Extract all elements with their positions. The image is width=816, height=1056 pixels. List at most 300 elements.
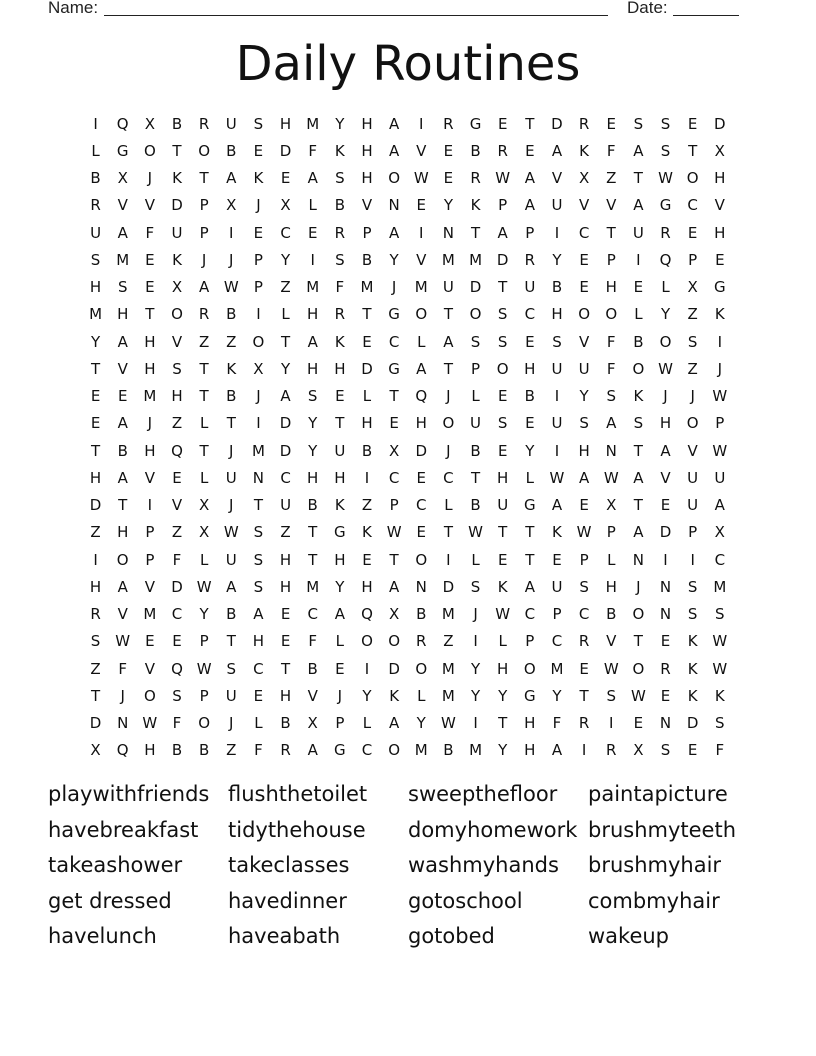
grid-letter: O (388, 169, 401, 188)
grid-letter: E (90, 387, 101, 406)
grid-letter: O (442, 414, 455, 433)
grid-letter: J (147, 169, 153, 188)
grid-letter: S (687, 605, 698, 624)
grid-letter: W (495, 605, 511, 624)
grid-letter: D (388, 659, 400, 678)
word-list-item: tidythehouse (228, 817, 366, 842)
grid-letter: L (362, 714, 372, 733)
grid-row (82, 137, 734, 164)
grid-letter: W (413, 169, 429, 188)
grid-letter: M (441, 686, 455, 705)
grid-letter: W (223, 278, 239, 297)
grid-letter: I (364, 659, 370, 678)
grid-letter: O (659, 332, 672, 351)
grid-letter: H (714, 169, 726, 188)
grid-letter: A (226, 169, 237, 188)
grid-letter: L (254, 714, 263, 733)
grid-letter: H (415, 414, 427, 433)
grid-letter: A (388, 577, 400, 596)
grid-letter: M (441, 605, 455, 624)
grid-letter: S (335, 169, 345, 188)
grid-letter: H (279, 686, 292, 705)
grid-letter: X (388, 605, 400, 624)
grid-letter: H (605, 577, 617, 596)
word-list-item: havebreakfast (48, 817, 199, 842)
grid-letter: V (361, 196, 373, 215)
grid-letter: R (416, 632, 427, 651)
grid-letter: Z (687, 305, 698, 324)
grid-letter: E (145, 250, 155, 269)
grid-letter: L (607, 550, 616, 569)
grid-letter: M (469, 741, 483, 760)
grid-letter: E (687, 114, 698, 133)
grid-letter: A (633, 523, 644, 542)
grid-letter: T (199, 441, 209, 460)
grid-letter: Y (308, 414, 318, 433)
grid-letter: K (172, 250, 182, 269)
grid-letter: M (251, 441, 265, 460)
grid-letter: Z (226, 741, 237, 760)
grid-letter: D (361, 359, 373, 378)
grid-letter: P (145, 550, 155, 569)
grid-row (82, 192, 734, 219)
grid-letter: G (334, 741, 346, 760)
grid-letter: R (578, 714, 590, 733)
grid-letter: V (144, 659, 155, 678)
grid-letter: E (660, 496, 671, 515)
grid-row (82, 219, 734, 246)
grid-letter: F (254, 741, 263, 760)
grid-letter: K (334, 496, 345, 515)
grid-letter: O (632, 359, 645, 378)
grid-letter: I (581, 741, 587, 760)
grid-letter: A (388, 714, 400, 733)
word-list-item: brushmyteeth (588, 817, 737, 842)
grid-letter: T (335, 414, 345, 433)
grid-letter: L (281, 305, 290, 324)
grid-letter: Y (552, 250, 562, 269)
grid-letter: B (171, 741, 183, 760)
grid-letter: S (253, 577, 264, 596)
grid-letter: Z (171, 523, 183, 542)
grid-letter: D (496, 250, 509, 269)
grid-letter: H (117, 523, 129, 542)
grid-letter: E (660, 632, 671, 651)
grid-letter: M (414, 741, 428, 760)
grid-letter: O (171, 305, 183, 324)
grid-letter: J (446, 387, 451, 406)
grid-row (82, 165, 734, 192)
grid-letter: T (633, 496, 643, 515)
grid-letter: J (663, 387, 668, 406)
word-list-item: playwithfriends (48, 782, 210, 806)
grid-letter: A (633, 468, 644, 487)
grid-letter: W (495, 169, 511, 188)
grid-letter: Z (90, 659, 101, 678)
grid-letter: V (551, 169, 563, 188)
grid-letter: T (525, 114, 535, 133)
worksheet-header (48, 0, 768, 20)
grid-letter: J (337, 686, 343, 705)
grid-letter: E (416, 196, 426, 215)
word-list-item: takeclasses (228, 853, 350, 877)
grid-letter: W (576, 523, 592, 542)
grid-letter: O (605, 305, 618, 324)
grid-letter: H (117, 305, 129, 324)
grid-letter: G (469, 114, 482, 133)
grid-letter: T (90, 686, 101, 705)
grid-letter: W (386, 523, 402, 542)
grid-letter: F (172, 714, 182, 733)
grid-letter: J (717, 359, 723, 378)
grid-letter: C (280, 468, 291, 487)
grid-letter: Z (198, 332, 210, 351)
grid-letter: R (660, 659, 671, 678)
grid-letter: B (470, 141, 481, 160)
grid-letter: N (415, 577, 427, 596)
grid-letter: T (199, 387, 209, 406)
grid-letter: Y (443, 196, 453, 215)
grid-letter: I (663, 550, 668, 569)
grid-letter: P (688, 523, 698, 542)
grid-letter: Y (280, 250, 291, 269)
grid-letter: B (198, 741, 210, 760)
grid-letter: I (147, 496, 153, 515)
grid-row (82, 437, 734, 464)
grid-letter: E (253, 141, 264, 160)
grid-row (82, 601, 734, 628)
grid-letter: C (443, 468, 454, 487)
grid-letter: L (199, 468, 209, 487)
grid-letter: T (308, 523, 318, 542)
grid-letter: E (253, 686, 264, 705)
grid-letter: B (551, 278, 563, 297)
grid-letter: E (416, 523, 426, 542)
grid-letter: L (417, 686, 426, 705)
grid-letter: Z (443, 632, 454, 651)
grid-letter: U (171, 223, 183, 242)
grid-letter: Z (280, 523, 291, 542)
grid-letter: L (471, 387, 480, 406)
grid-letter: T (90, 359, 101, 378)
grid-letter: G (524, 686, 536, 705)
grid-letter: T (633, 632, 643, 651)
grid-letter: T (145, 305, 155, 324)
grid-letter: I (256, 414, 261, 433)
grid-letter: H (89, 468, 102, 487)
grid-letter: I (473, 714, 478, 733)
grid-letter: A (551, 141, 563, 160)
grid-letter: V (117, 196, 128, 215)
word-list-item: brushmyhair (588, 853, 722, 877)
grid-letter: E (172, 632, 182, 651)
grid-letter: S (552, 332, 562, 351)
grid-letter: P (253, 250, 263, 269)
grid-letter: R (90, 605, 101, 624)
grid-letter: X (307, 714, 318, 733)
grid-letter: Q (116, 741, 129, 760)
grid-row (82, 246, 734, 273)
grid-letter: E (280, 632, 291, 651)
grid-letter: E (90, 414, 101, 433)
grid-letter: E (443, 141, 454, 160)
grid-letter: O (116, 550, 129, 569)
grid-letter: E (117, 387, 128, 406)
grid-letter: C (578, 605, 590, 624)
grid-letter: X (198, 523, 210, 542)
grid-letter: W (658, 169, 673, 188)
grid-letter: W (712, 441, 728, 460)
grid-letter: N (252, 468, 265, 487)
grid-letter: U (90, 223, 102, 242)
grid-letter: K (172, 169, 182, 188)
grid-letter: W (712, 632, 728, 651)
grid-letter: F (118, 659, 128, 678)
grid-letter: P (199, 223, 209, 242)
grid-letter: P (498, 196, 508, 215)
grid-letter: R (660, 223, 671, 242)
date-blank-line (673, 15, 739, 16)
grid-letter: E (416, 468, 426, 487)
grid-letter: R (334, 223, 346, 242)
grid-letter: E (497, 387, 508, 406)
grid-row (82, 328, 734, 355)
grid-letter: P (199, 196, 209, 215)
grid-letter: X (280, 196, 291, 215)
grid-letter: V (171, 496, 183, 515)
grid-letter: P (579, 550, 589, 569)
grid-letter: H (524, 714, 536, 733)
grid-letter: B (416, 605, 427, 624)
grid-letter: H (144, 359, 156, 378)
grid-letter: X (253, 359, 264, 378)
grid-letter: H (89, 577, 102, 596)
grid-letter: W (196, 659, 212, 678)
grid-letter: J (120, 686, 125, 705)
grid-letter: H (714, 223, 726, 242)
grid-letter: P (199, 686, 209, 705)
grid-letter: T (688, 141, 698, 160)
grid-letter: V (307, 686, 318, 705)
grid-letter: H (578, 441, 590, 460)
grid-letter: T (362, 305, 372, 324)
grid-letter: C (687, 196, 698, 215)
grid-letter: H (144, 441, 156, 460)
grid-letter: M (143, 387, 157, 406)
grid-letter: T (199, 359, 209, 378)
grid-letter: I (609, 714, 614, 733)
grid-letter: H (307, 468, 319, 487)
grid-letter: Q (415, 387, 428, 406)
grid-letter: E (579, 250, 589, 269)
grid-letter: W (712, 387, 728, 406)
grid-letter: J (147, 414, 153, 433)
grid-letter: X (687, 278, 698, 297)
grid-letter: L (417, 332, 426, 351)
grid-letter: C (551, 632, 563, 651)
grid-letter: J (201, 250, 207, 269)
grid-letter: M (360, 278, 374, 297)
grid-letter: T (443, 523, 453, 542)
grid-letter: A (117, 577, 128, 596)
grid-letter: Y (525, 441, 535, 460)
grid-letter: T (253, 496, 263, 515)
grid-letter: I (419, 223, 424, 242)
grid-letter: P (688, 250, 698, 269)
grid-letter: K (226, 359, 237, 378)
grid-letter: O (686, 169, 699, 188)
grid-letter: H (497, 659, 509, 678)
grid-letter: K (714, 686, 725, 705)
grid-letter: E (172, 468, 182, 487)
grid-letter: T (308, 550, 318, 569)
grid-letter: W (549, 468, 565, 487)
grid-letter: S (660, 741, 671, 760)
grid-letter: W (603, 468, 619, 487)
grid-letter: U (687, 496, 699, 515)
grid-letter: T (389, 550, 399, 569)
grid-letter: E (362, 332, 372, 351)
grid-letter: L (199, 414, 209, 433)
grid-row (82, 464, 734, 491)
grid-letter: B (443, 741, 454, 760)
grid-letter: N (605, 441, 617, 460)
grid-letter: F (715, 741, 725, 760)
grid-letter: V (416, 250, 427, 269)
grid-letter: S (117, 278, 128, 297)
grid-letter: L (444, 496, 453, 515)
grid-letter: I (473, 632, 478, 651)
word-list-item: domyhomework (408, 817, 578, 842)
grid-letter: W (196, 577, 212, 596)
grid-letter: J (256, 387, 261, 406)
grid-letter: W (223, 523, 239, 542)
grid-letter: J (229, 441, 234, 460)
grid-letter: C (388, 468, 400, 487)
grid-letter: H (524, 359, 536, 378)
grid-letter: U (551, 359, 563, 378)
grid-letter: H (361, 577, 373, 596)
grid-letter: H (659, 414, 672, 433)
grid-letter: C (578, 223, 590, 242)
grid-letter: G (334, 523, 346, 542)
grid-letter: I (690, 550, 695, 569)
grid-letter: J (446, 441, 451, 460)
grid-letter: I (554, 441, 560, 460)
grid-letter: V (714, 196, 725, 215)
grid-letter: I (717, 332, 723, 351)
grid-letter: I (636, 250, 641, 269)
grid-letter: I (310, 250, 315, 269)
grid-letter: A (117, 223, 128, 242)
grid-letter: U (578, 359, 590, 378)
grid-letter: D (659, 523, 672, 542)
grid-letter: D (89, 714, 102, 733)
grid-letter: B (470, 441, 481, 460)
grid-letter: E (660, 686, 671, 705)
grid-letter: X (90, 741, 101, 760)
grid-letter: U (497, 496, 509, 515)
grid-letter: G (116, 141, 129, 160)
grid-letter: N (659, 577, 672, 596)
grid-letter: U (225, 686, 237, 705)
grid-letter: D (469, 278, 482, 297)
grid-letter: I (446, 550, 451, 569)
grid-letter: S (606, 686, 616, 705)
grid-letter: H (524, 741, 536, 760)
grid-letter: M (306, 114, 320, 133)
grid-letter: T (280, 659, 291, 678)
grid-letter: G (524, 496, 536, 515)
grid-row (82, 519, 734, 546)
grid-letter: P (606, 250, 616, 269)
grid-letter: E (579, 278, 589, 297)
grid-letter: O (415, 550, 428, 569)
grid-letter: H (605, 278, 617, 297)
grid-letter: F (552, 714, 562, 733)
grid-letter: E (497, 550, 508, 569)
grid-letter: W (440, 714, 456, 733)
grid-letter: Q (361, 605, 373, 624)
grid-letter: A (307, 169, 318, 188)
grid-letter: E (552, 550, 562, 569)
grid-letter: G (659, 196, 672, 215)
grid-letter: H (144, 332, 156, 351)
grid-letter: L (308, 196, 317, 215)
grid-letter: A (660, 441, 671, 460)
grid-letter: P (525, 632, 535, 651)
grid-letter: Z (280, 278, 291, 297)
grid-letter: X (198, 496, 210, 515)
grid-letter: M (143, 605, 157, 624)
grid-row (82, 383, 734, 410)
grid-letter: I (256, 305, 261, 324)
grid-letter: A (280, 387, 291, 406)
grid-letter: H (551, 305, 563, 324)
grid-letter: O (578, 305, 590, 324)
grid-letter: Q (171, 441, 183, 460)
grid-letter: F (308, 632, 318, 651)
grid-letter: E (497, 114, 508, 133)
grid-letter: R (497, 141, 508, 160)
grid-letter: Z (606, 169, 617, 188)
grid-letter: B (307, 659, 318, 678)
grid-letter: T (525, 550, 535, 569)
grid-letter: M (306, 278, 320, 297)
name-label: Name: (48, 0, 99, 17)
grid-letter: C (524, 605, 536, 624)
grid-letter: E (335, 659, 345, 678)
grid-row (82, 492, 734, 519)
grid-letter: Y (416, 714, 426, 733)
grid-letter: A (524, 169, 535, 188)
grid-letter: T (280, 332, 291, 351)
grid-letter: V (117, 359, 128, 378)
grid-letter: A (307, 332, 318, 351)
grid-letter: T (90, 441, 101, 460)
grid-letter: Y (660, 305, 671, 324)
grid-letter: E (633, 278, 644, 297)
grid-letter: S (172, 686, 182, 705)
grid-letter: D (442, 577, 455, 596)
grid-letter: T (498, 278, 508, 297)
grid-letter: V (660, 468, 671, 487)
word-list-item: haveabath (228, 924, 341, 948)
grid-row (82, 628, 734, 655)
grid-letter: W (142, 714, 158, 733)
grid-letter: B (524, 387, 535, 406)
grid-letter: Q (659, 250, 672, 269)
